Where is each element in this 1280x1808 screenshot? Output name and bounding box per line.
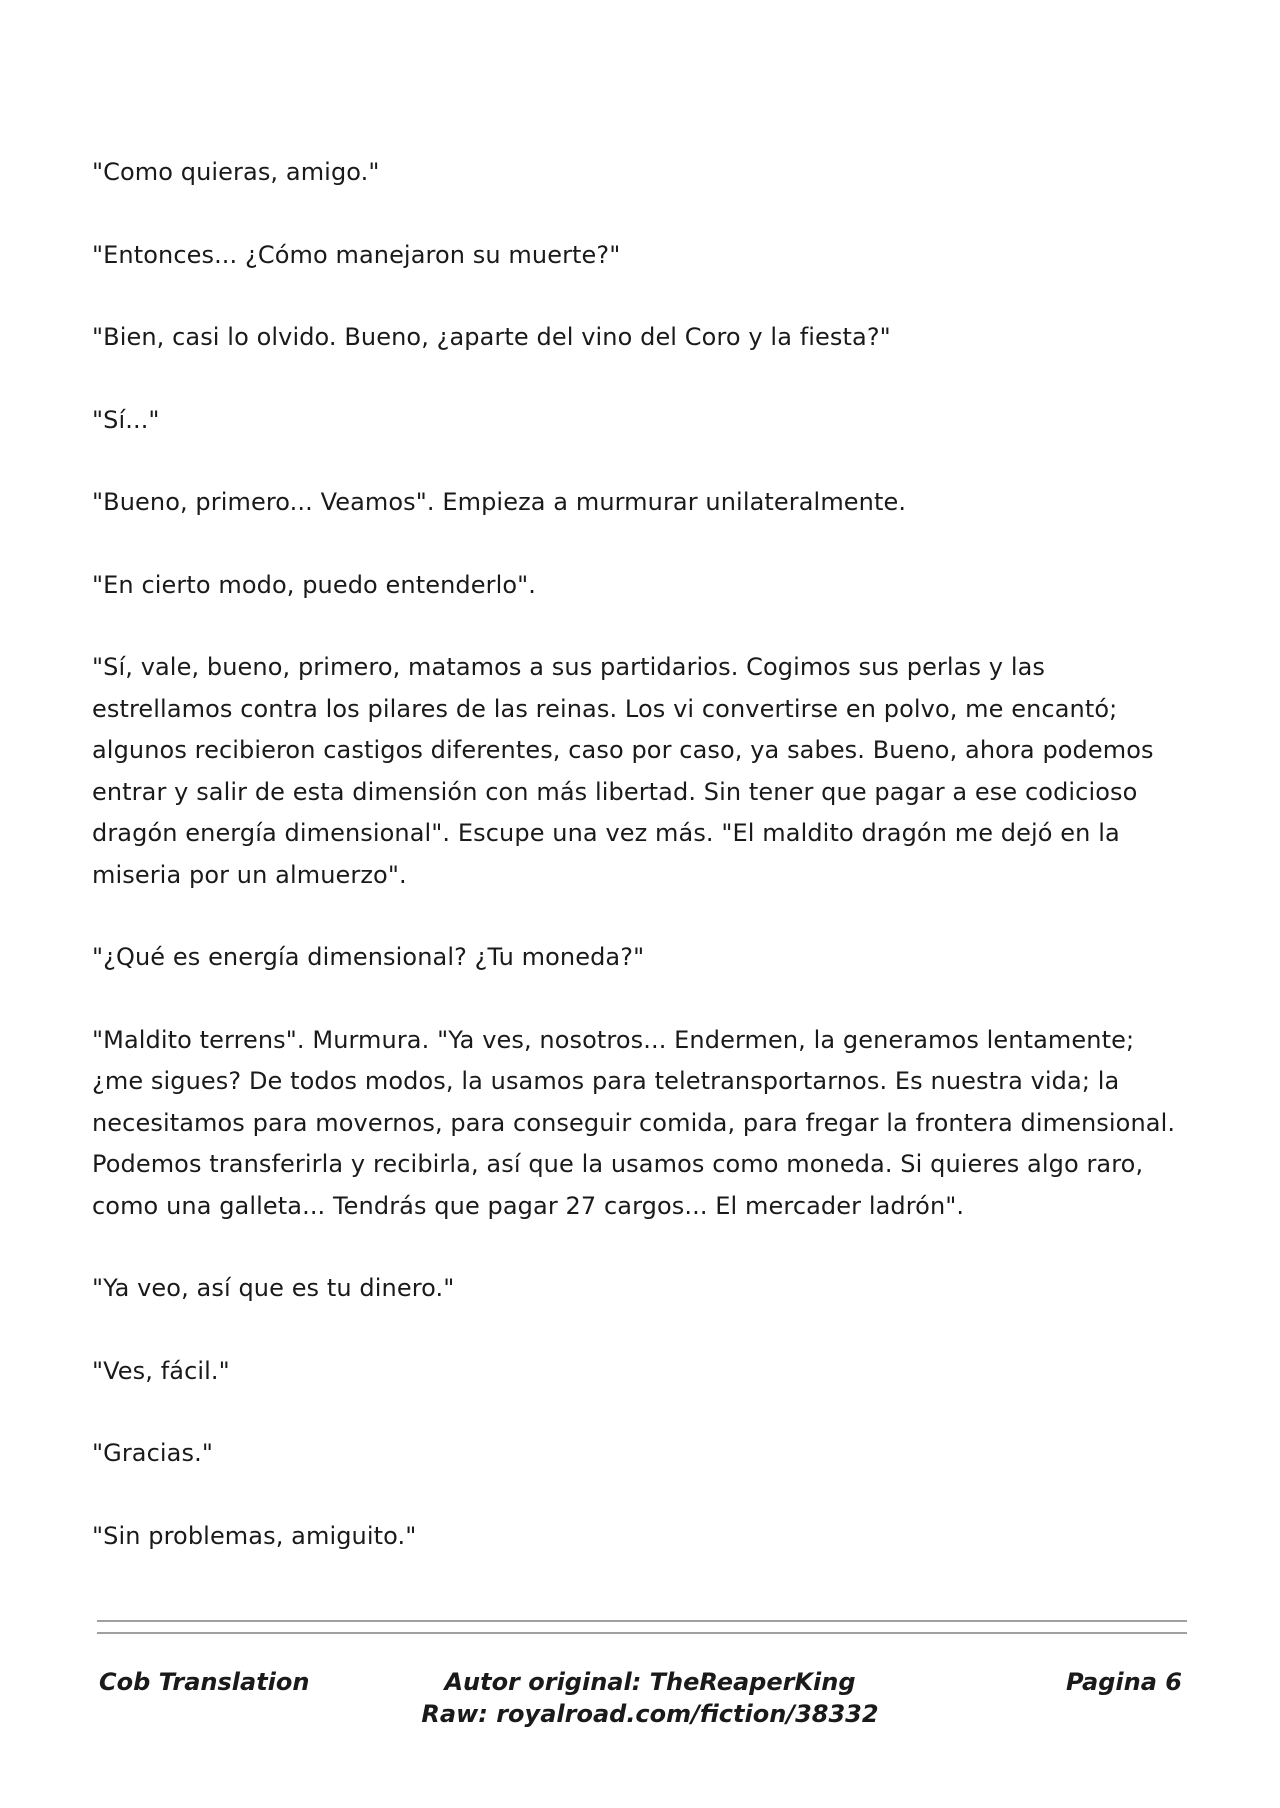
footer-raw-source: Raw: royalroad.com/fiction/38332 [421, 1700, 879, 1728]
paragraph: "Gracias." [92, 1439, 213, 1467]
footer-divider-bottom [97, 1632, 1187, 1634]
paragraph: "Ves, fácil." [92, 1356, 230, 1385]
paragraph: "Sí, vale, bueno, primero, matamos a sus partidarios. Cogimos sus perlas y las estrellamos contra los pilares de las reinas. Los vi convertirse en polvo, me encantó; algunos recibieron castigos diferentes, caso por caso, ya sabes. Bueno, ahora podemos entrar y salir de esta dimensión con más libertad. Sin tener que pagar a ese codicioso dragón energía dimensional". Escupe una vez más. "El maldito dragón me dejó en la miseria por un almuerzo". [92, 653, 1154, 889]
paragraph: "¿Qué es energía dimensional? ¿Tu moneda?" [92, 943, 645, 971]
footer-original-author: Autor original: TheReaperKing [444, 1668, 856, 1696]
footer-translator: Cob Translation [99, 1668, 310, 1696]
paragraph: "Bien, casi lo olvido. Bueno, ¿aparte del vino del Coro y la fiesta?" [92, 323, 891, 351]
paragraph: "Maldito terrens". Murmura. "Ya ves, nosotros... Endermen, la generamos lentamente; ¿me sigues? De todos modos, la usamos para teletransportarnos. Es nuestra vida; la necesitamos para movernos, para conseguir comida, para fregar la frontera dimensional. Podemos transferirla y recibirla, así que la usamos como moneda. Si quieres algo raro, como una galleta... Tendrás que pagar 27 cargos... El mercader ladrón". [92, 1025, 1176, 1220]
footer-credits [390, 1666, 910, 1730]
paragraph: "En cierto modo, puedo entenderlo". [92, 570, 537, 599]
paragraph: "Como quieras, amigo." [92, 158, 380, 186]
footer-page-number: Pagina 6 [1066, 1668, 1182, 1696]
paragraph: "Ya veo, así que es tu dinero." [92, 1274, 455, 1302]
body-text [92, 152, 1192, 1598]
paragraph: "Sí..." [92, 405, 160, 434]
paragraph: "Bueno, primero... Veamos". Empieza a murmurar unilateralmente. [92, 488, 907, 516]
footer-divider-top [97, 1620, 1187, 1622]
paragraph: "Sin problemas, amiguito." [92, 1521, 417, 1550]
paragraph: "Entonces... ¿Cómo manejaron su muerte?" [92, 240, 621, 269]
